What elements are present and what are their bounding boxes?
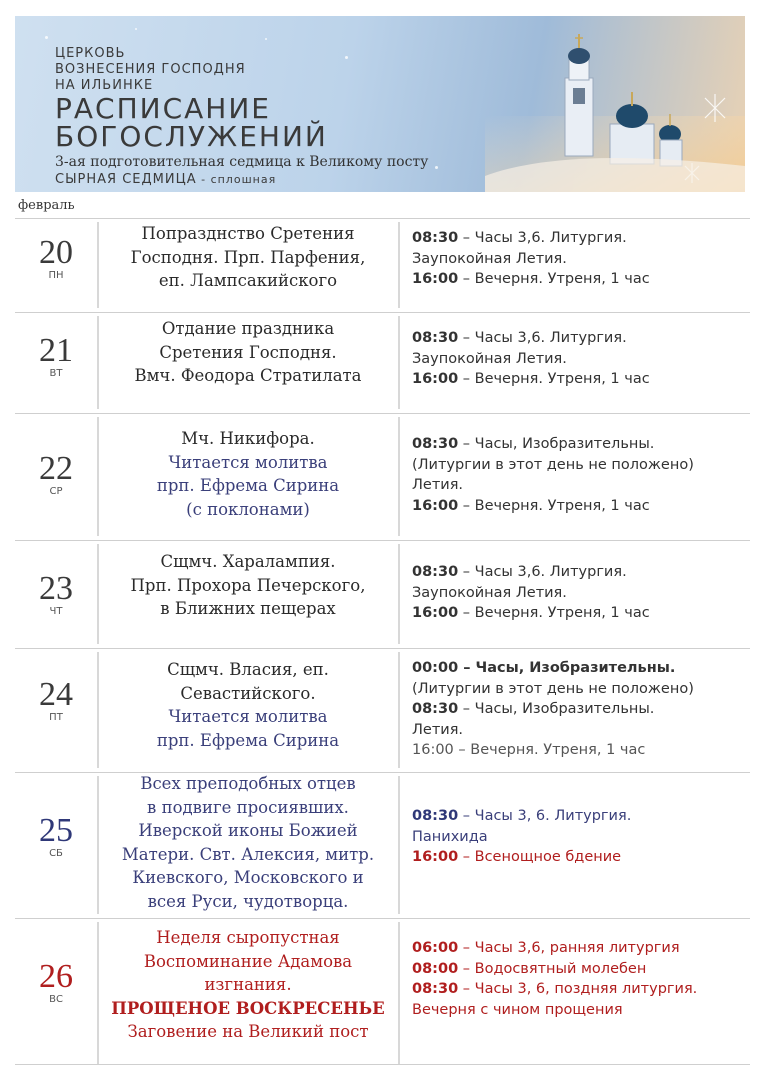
commemoration-cell (97, 772, 399, 913)
service-time: 08:30 (412, 436, 459, 452)
commemoration-line: Заговение на Великий пост (127, 1022, 369, 1041)
commemoration-line: Киевского, Московского и (132, 868, 364, 887)
service-time: 08:00 (412, 960, 459, 977)
commemoration-line: Всех преподобных отцев (140, 774, 356, 793)
service-line (412, 938, 752, 959)
church-name-line2: ВОЗНЕСЕНИЯ ГОСПОДНЯ (55, 62, 246, 77)
day-cell (15, 234, 97, 281)
commemoration-line: Отдание праздника (161, 319, 335, 338)
snow-dot (135, 28, 137, 30)
service-text: – Часы 3,6. Литургия. (458, 330, 627, 346)
day-cell (15, 332, 97, 379)
commemoration-line: (с поклонами) (186, 499, 310, 519)
row-divider (15, 540, 750, 541)
service-text: (Литургии в этот день не положено) (412, 456, 694, 473)
service-line (412, 1000, 752, 1021)
commemoration-cell (97, 427, 399, 521)
day-cell (15, 958, 97, 1005)
service-line (412, 679, 752, 700)
subtitle: 3-ая подготовительная седмица к Великому посту (55, 154, 429, 170)
day-number: 21 (39, 332, 73, 369)
weekday: ВТ (49, 368, 63, 379)
service-time: 08:30 (412, 808, 459, 824)
service-time: 16:00 (412, 371, 459, 387)
commemoration-cell (97, 658, 399, 752)
church-name-line1: ЦЕРКОВЬ (55, 46, 126, 61)
service-time: 06:00 (412, 940, 459, 956)
day-number: 25 (39, 812, 73, 849)
service-line (412, 806, 752, 827)
weekday: ЧТ (49, 606, 63, 617)
snow-dot (45, 36, 48, 39)
month-label: февраль (18, 198, 75, 213)
services-cell (412, 562, 752, 624)
service-line (412, 827, 752, 848)
service-text: – Вечерня. Утреня, 1 час (458, 605, 650, 621)
service-text: – Часы, Изобразительны. (458, 436, 655, 452)
weekday: ПН (48, 270, 64, 281)
commemoration-line: Господня. Прп. Парфения, (130, 247, 366, 267)
row-divider (15, 1064, 750, 1065)
service-text: Заупокойная Летия. (412, 350, 567, 367)
day-cell (15, 676, 97, 723)
service-text: – Вечерня. Утреня, 1 час (458, 497, 650, 514)
service-line (412, 720, 752, 741)
services-cell (412, 938, 752, 1020)
service-time: 16:00 (412, 605, 459, 621)
service-text: Заупокойная Летия. (412, 250, 567, 267)
commemoration-cell (97, 222, 399, 293)
service-text: – Всенощное бдение (458, 849, 622, 865)
snow-dot (265, 38, 267, 40)
commemoration-line: Иверской иконы Божией (138, 821, 358, 840)
service-line (412, 228, 752, 249)
service-line (412, 979, 752, 1000)
weekday: ПТ (49, 712, 63, 723)
service-line (412, 369, 752, 390)
weekday: СБ (49, 848, 63, 859)
week-title: СЫРНАЯ СЕДМИЦА (55, 172, 197, 187)
service-text: Летия. (412, 721, 464, 738)
commemoration-line: в подвиге просиявших. (147, 797, 349, 817)
service-text: – Часы, Изобразительны. (458, 660, 676, 676)
commemoration-line: ПРОЩЕНОЕ ВОСКРЕСЕНЬЕ (111, 998, 385, 1018)
service-line (412, 328, 752, 349)
commemoration-cell (97, 317, 399, 388)
service-time: 08:30 (412, 230, 459, 246)
commemoration-line: Прп. Прохора Печерского, (130, 575, 366, 595)
commemoration-cell (97, 550, 399, 621)
day-number: 26 (39, 958, 73, 995)
service-time: 08:30 (412, 564, 459, 580)
service-line (412, 269, 752, 290)
service-text: – Часы 3,6, ранняя литургия (458, 940, 680, 956)
service-line (412, 455, 752, 476)
day-number: 24 (39, 676, 73, 713)
row-divider (15, 648, 750, 649)
title-line2: БОГОСЛУЖЕНИЙ (55, 120, 328, 153)
service-text: – Часы, Изобразительны. (458, 701, 655, 717)
commemoration-line: прп. Ефрема Сирина (156, 730, 340, 750)
header-banner (15, 16, 745, 192)
church-name-line3: НА ИЛЬИНКЕ (55, 78, 154, 93)
commemoration-line: Воспоминание Адамова (143, 951, 353, 971)
day-cell (15, 812, 97, 859)
row-divider (15, 413, 750, 414)
service-time: 16:00 (412, 849, 459, 865)
snow-dot (435, 166, 438, 169)
row-divider (15, 918, 750, 919)
service-line (412, 249, 752, 270)
commemoration-line: Матери. Свт. Алексия, митр. (121, 844, 375, 864)
commemoration-line: Сщмч. Власия, еп. (167, 660, 329, 679)
service-line (412, 740, 752, 761)
service-time: 08:30 (412, 701, 459, 717)
services-cell (412, 806, 752, 868)
service-text: – Вечерня. Утреня, 1 час (458, 271, 650, 287)
service-line (412, 562, 752, 583)
commemoration-line: изгнания. (204, 975, 292, 994)
day-number: 22 (39, 450, 73, 487)
commemoration-line: Неделя сыропустная (156, 928, 340, 947)
service-time: 08:30 (412, 330, 459, 346)
service-line (412, 603, 752, 624)
service-text: Вечерня с чином прощения (412, 1001, 623, 1018)
weekday: СР (49, 486, 63, 497)
commemoration-line: Попразднство Сретения (141, 224, 355, 243)
service-text: Заупокойная Летия. (412, 584, 567, 601)
commemoration-line: прп. Ефрема Сирина (156, 476, 340, 495)
services-cell (412, 658, 752, 761)
service-text: – Водосвятный молебен (458, 960, 647, 977)
week-note: - сплошная (196, 173, 277, 186)
service-text: Летия. (412, 477, 464, 493)
service-text: Панихида (412, 828, 488, 845)
commemoration-line: Мч. Никифора. (181, 429, 315, 448)
commemoration-line: Читается молитва (168, 452, 328, 472)
service-text: – Часы 3, 6, поздняя литургия. (458, 981, 698, 997)
services-cell (412, 228, 752, 290)
service-line (412, 583, 752, 604)
week-name (55, 172, 276, 187)
commemoration-cell (97, 926, 399, 1044)
commemoration-line: всея Руси, чудотворца. (147, 891, 349, 911)
service-text: – Вечерня. Утреня, 1 час (458, 371, 650, 387)
day-cell (15, 450, 97, 497)
row-divider (15, 312, 750, 313)
service-line (412, 658, 752, 679)
commemoration-line: Вмч. Феодора Стратилата (134, 366, 362, 385)
title-line1: РАСПИСАНИЕ (55, 92, 271, 125)
service-line (412, 699, 752, 720)
service-text: – Часы 3,6. Литургия. (458, 230, 627, 246)
service-line (412, 475, 752, 496)
commemoration-line: Сщмч. Харалампия. (160, 552, 336, 571)
service-line (412, 434, 752, 455)
commemoration-line: в Ближних пещерах (160, 599, 336, 618)
service-text: 16:00 – Вечерня. Утреня, 1 час (412, 742, 646, 758)
service-line (412, 349, 752, 370)
snow-dot (345, 56, 348, 59)
service-line (412, 496, 752, 517)
commemoration-line: Читается молитва (168, 707, 328, 726)
day-cell (15, 570, 97, 617)
service-line (412, 959, 752, 980)
service-text: (Литургии в этот день не положено) (412, 680, 694, 697)
service-line (412, 847, 752, 868)
row-divider (15, 218, 750, 219)
day-number: 23 (39, 570, 73, 607)
commemoration-line: Сретения Господня. (159, 342, 337, 362)
service-time: 16:00 (412, 271, 459, 287)
commemoration-line: Севастийского. (180, 683, 316, 703)
commemoration-line: еп. Лампсакийского (158, 271, 338, 290)
service-text: – Часы 3,6. Литургия. (458, 564, 627, 580)
church-illustration-icon (485, 16, 745, 192)
services-cell (412, 434, 752, 516)
service-time: 16:00 (412, 497, 459, 514)
day-number: 20 (39, 234, 73, 271)
weekday: ВС (49, 994, 63, 1005)
service-time: 08:30 (412, 981, 459, 997)
service-time: 00:00 (412, 660, 459, 676)
services-cell (412, 328, 752, 390)
service-text: – Часы 3, 6. Литургия. (458, 808, 632, 824)
